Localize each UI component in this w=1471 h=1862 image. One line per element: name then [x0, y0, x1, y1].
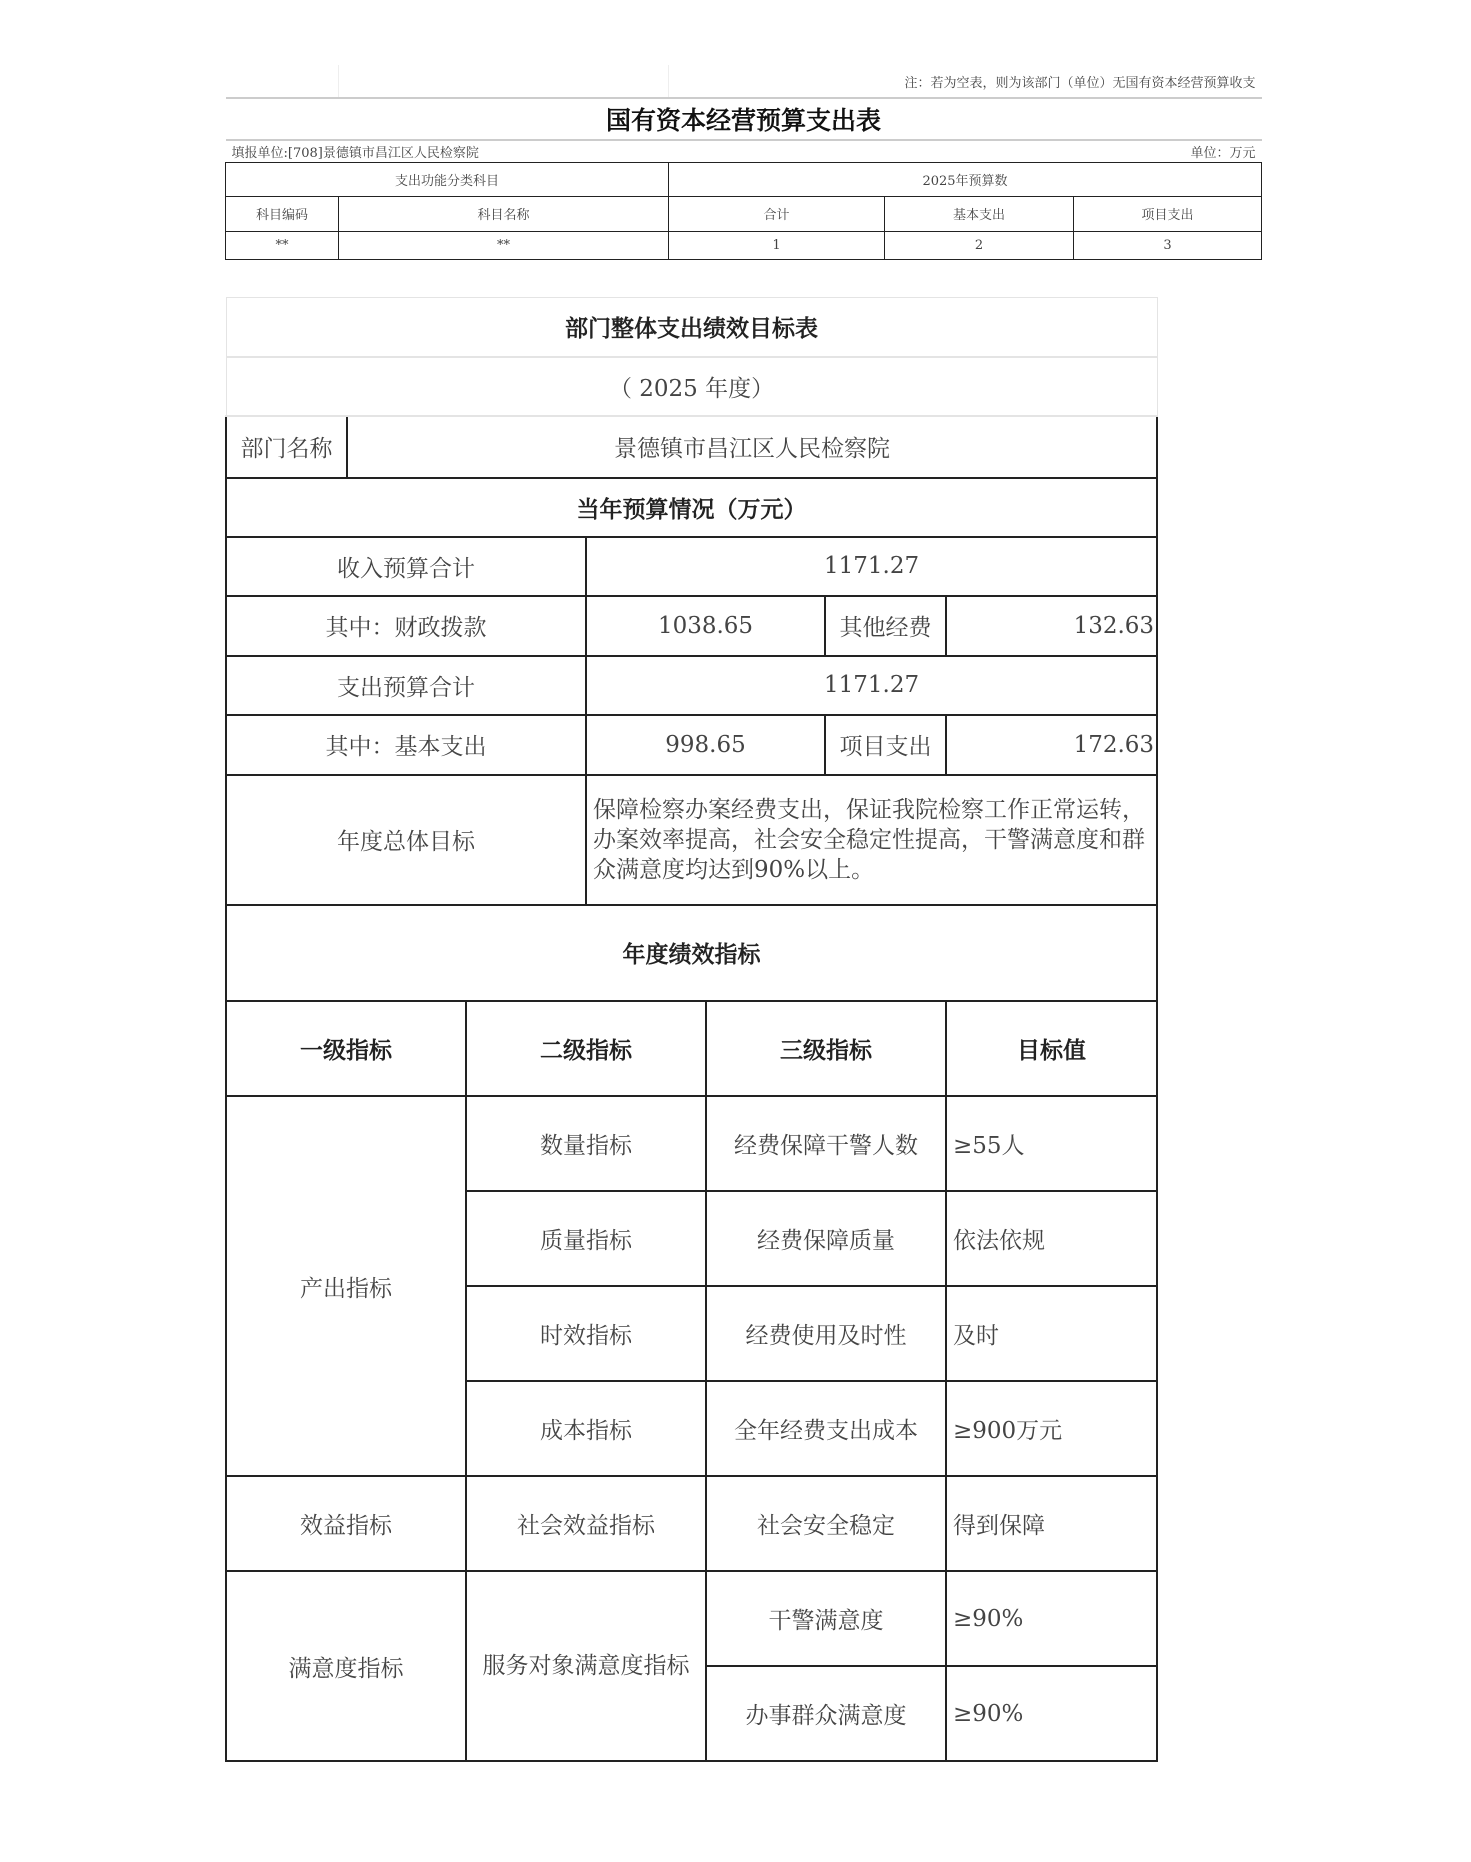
level3-cell: 干警满意度 [706, 1571, 946, 1666]
other-funds-label: 其他经费 [825, 596, 946, 656]
index-cell: 1 [669, 231, 885, 259]
group-header-function: 支出功能分类科目 [226, 162, 669, 196]
income-total-label: 收入预算合计 [226, 537, 586, 596]
table-row [226, 1476, 1157, 1571]
income-total-value: 1171.27 [586, 537, 1157, 596]
target-cell: ≥90% [946, 1666, 1157, 1761]
level2-service-satisfaction: 服务对象满意度指标 [466, 1571, 706, 1761]
level2-cell: 数量指标 [466, 1096, 706, 1191]
level1-output: 产出指标 [226, 1096, 466, 1476]
expense-total-value: 1171.27 [586, 656, 1157, 715]
level2-cell: 社会效益指标 [466, 1476, 706, 1571]
expense-total-label: 支出预算合计 [226, 656, 586, 715]
level3-cell: 经费使用及时性 [706, 1286, 946, 1381]
level2-cell: 质量指标 [466, 1191, 706, 1286]
dept-label: 部门名称 [226, 416, 347, 478]
blank-cell [339, 65, 669, 98]
column-header: 基本支出 [885, 196, 1074, 231]
fiscal-label: 其中：财政拨款 [226, 596, 586, 656]
column-header: 合计 [669, 196, 885, 231]
level3-cell: 经费保障质量 [706, 1191, 946, 1286]
target-cell: ≥90% [946, 1571, 1157, 1666]
level3-cell: 社会安全稳定 [706, 1476, 946, 1571]
blank-cell [669, 140, 885, 162]
header-row [226, 1001, 1157, 1096]
index-cell: ** [226, 231, 339, 259]
annual-goal-label: 年度总体目标 [226, 775, 586, 905]
basic-expense-label: 其中：基本支出 [226, 715, 586, 775]
index-cell: 3 [1074, 231, 1262, 259]
target-cell: ≥55人 [946, 1096, 1157, 1191]
fiscal-value: 1038.65 [586, 596, 825, 656]
column-header: 项目支出 [1074, 196, 1262, 231]
performance-goal-table [225, 297, 1158, 1002]
perf-table-year: （ 2025 年度） [226, 357, 1157, 416]
annual-goal-text: 保障检察办案经费支出，保证我院检察工作正常运转，办案效率提高，社会安全稳定性提高，干警满意度和群众满意度均达到90%以上。 [586, 775, 1157, 905]
column-header: 科目名称 [339, 196, 669, 231]
indicators-heading: 年度绩效指标 [226, 905, 1157, 1001]
other-funds-value: 132.63 [946, 596, 1157, 656]
index-cell: 2 [885, 231, 1074, 259]
level3-cell: 经费保障干警人数 [706, 1096, 946, 1191]
column-header: 科目编码 [226, 196, 339, 231]
target-cell: 依法依规 [946, 1191, 1157, 1286]
budget-heading: 当年预算情况（万元） [226, 478, 1157, 537]
blank-cell [226, 65, 339, 98]
project-expense-value: 172.63 [946, 715, 1157, 775]
level1-satisfaction: 满意度指标 [226, 1571, 466, 1761]
dept-name: 景德镇市昌江区人民检察院 [347, 416, 1157, 478]
basic-expense-value: 998.65 [586, 715, 825, 775]
level3-cell: 办事群众满意度 [706, 1666, 946, 1761]
unit-label: 单位：万元 [1074, 140, 1262, 162]
project-expense-label: 项目支出 [825, 715, 946, 775]
table-row [226, 1096, 1157, 1191]
level1-benefit: 效益指标 [226, 1476, 466, 1571]
performance-indicators-table [225, 1000, 1158, 1762]
target-cell: ≥900万元 [946, 1381, 1157, 1476]
column-header: 一级指标 [226, 1001, 466, 1096]
level2-cell: 时效指标 [466, 1286, 706, 1381]
target-cell: 及时 [946, 1286, 1157, 1381]
column-header: 二级指标 [466, 1001, 706, 1096]
table-row [226, 1571, 1157, 1666]
blank-cell [885, 140, 1074, 162]
level2-cell: 成本指标 [466, 1381, 706, 1476]
index-cell: ** [339, 231, 669, 259]
perf-table-title: 部门整体支出绩效目标表 [226, 298, 1157, 357]
column-header: 目标值 [946, 1001, 1157, 1096]
level3-cell: 全年经费支出成本 [706, 1381, 946, 1476]
empty-table-note: 注：若为空表，则为该部门（单位）无国有资本经营预算收支 [904, 75, 1256, 91]
column-header: 三级指标 [706, 1001, 946, 1096]
capital-budget-expense-table [225, 65, 1262, 260]
capital-table-title: 国有资本经营预算支出表 [226, 98, 1262, 140]
filing-unit: 填报单位:[708]景德镇市昌江区人民检察院 [226, 140, 669, 162]
group-header-budget: 2025年预算数 [669, 162, 1262, 196]
target-cell: 得到保障 [946, 1476, 1157, 1571]
